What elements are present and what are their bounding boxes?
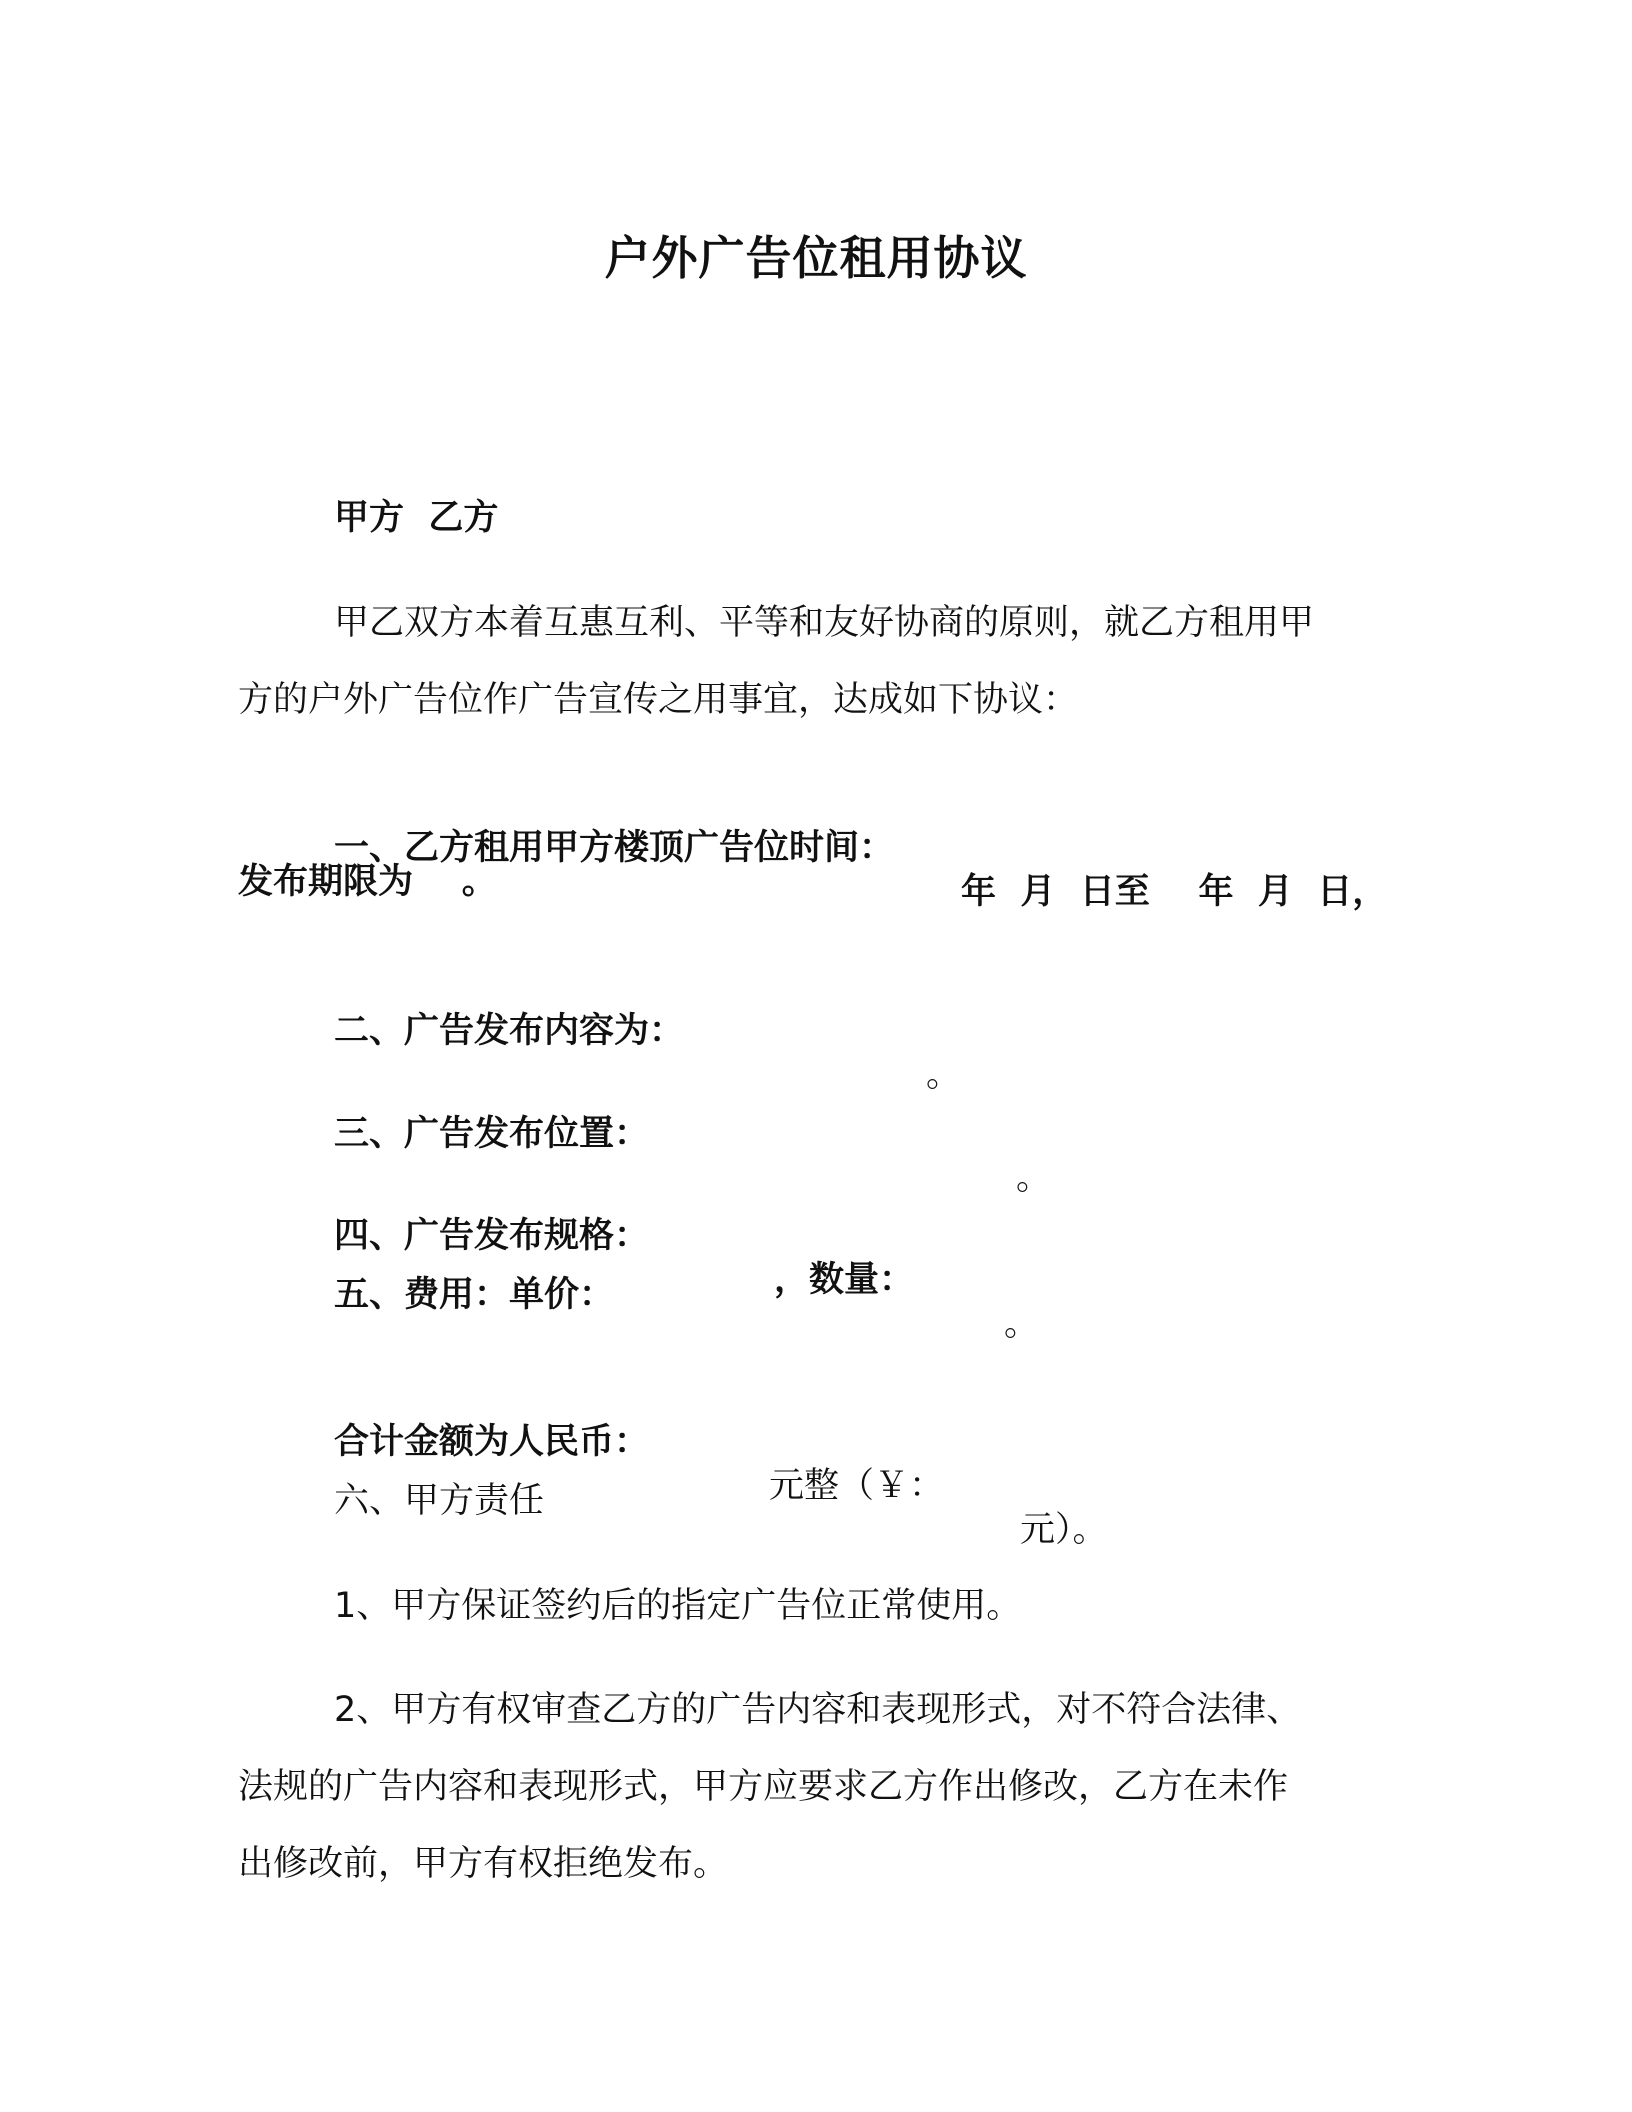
intro-line-2: 方的户外广告位作广告宣传之用事宜，达成如下协议： (238, 680, 1079, 720)
total-end: 元）。 (1020, 1510, 1108, 1550)
intro-line-1: 甲乙双方本着互惠互利、平等和友好协商的原则，就乙方租用甲 (334, 603, 1315, 643)
total-mid: 元整（￥： (769, 1466, 945, 1506)
clause-6-heading: 六、甲方责任 (334, 1481, 545, 1521)
clause-6-item-2-line-1: 2、甲方有权审查乙方的广告内容和表现形式，对不符合法律、 (334, 1690, 1302, 1730)
clause-4-label: 四、广告发布规格： (334, 1216, 650, 1256)
clause-1-line-2: 发布期限为 。 (238, 862, 497, 902)
clause-4-qty-label: ，数量： (774, 1260, 915, 1300)
clause-6-item-2-line-2: 法规的广告内容和表现形式，甲方应要求乙方作出修改，乙方在未作 (238, 1767, 1289, 1807)
clause-2-label: 二、广告发布内容为： (334, 1011, 685, 1051)
clause-5-line: 五、费用：单价： (334, 1275, 615, 1315)
parties-line: 甲方 乙方 (334, 498, 499, 538)
clause-1-label: 一、乙方租用甲方楼顶广告位时间： (334, 828, 895, 868)
clause-1-line-1 (334, 782, 1434, 958)
clause-6-item-1: 1、甲方保证签约后的指定广告位正常使用。 (334, 1586, 1022, 1626)
clause-3-end: 。 (1016, 1158, 1052, 1198)
clause-1-date: 年 月 日至 年 月 日， (961, 872, 1388, 912)
total-label: 合计金额为人民币： (334, 1422, 650, 1462)
document-title: 户外广告位租用协议 (604, 231, 1028, 285)
clause-6-item-2-line-3: 出修改前，甲方有权拒绝发布。 (238, 1844, 729, 1884)
clause-2-end: 。 (926, 1055, 962, 1095)
clause-4-end: 。 (1004, 1304, 1040, 1344)
clause-3-label: 三、广告发布位置： (334, 1114, 650, 1154)
